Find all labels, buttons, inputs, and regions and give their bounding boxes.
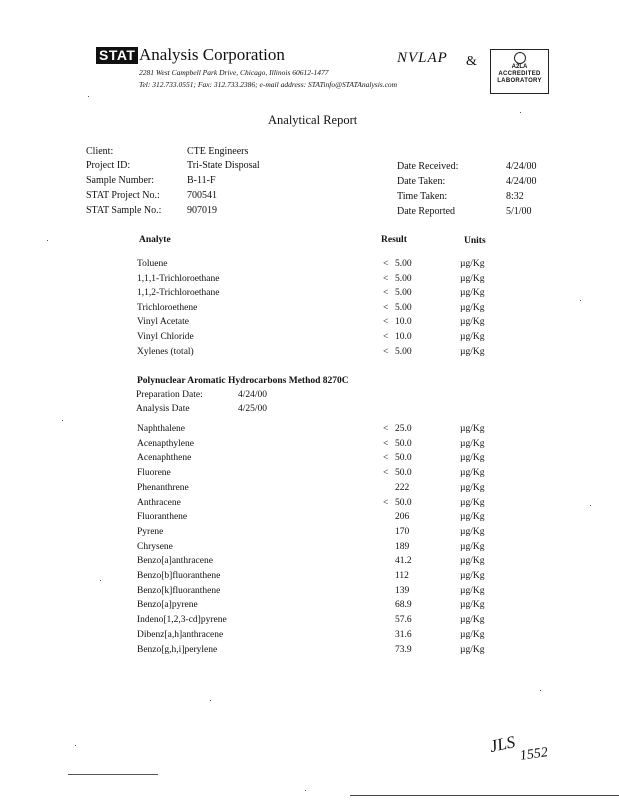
table-row [0, 600, 619, 614]
analyte-name: 1,1,2-Trichloroethane [137, 288, 220, 299]
table-row [0, 468, 619, 482]
analyte-name: Pyrene [137, 526, 164, 537]
info-value: 907019 [187, 205, 217, 216]
result-value: 5.00 [395, 288, 412, 299]
scan-speck [47, 240, 48, 241]
info-label: Sample Number: [86, 175, 155, 186]
scan-speck [540, 690, 541, 691]
result-units: µg/Kg [460, 585, 485, 596]
table-row [0, 483, 619, 497]
result-units: µg/Kg [460, 453, 485, 464]
result-qualifier: < [383, 273, 389, 284]
result-value: 170 [395, 526, 410, 537]
analyte-name: Benzo[k]fluoranthene [137, 585, 221, 596]
result-value: 5.00 [395, 259, 412, 269]
result-units: µg/Kg [460, 644, 485, 655]
divider [68, 774, 158, 775]
analyte-name: Toluene [137, 259, 168, 269]
result-units: µg/Kg [460, 556, 485, 567]
result-value: 41.2 [395, 556, 412, 567]
table-row [0, 556, 619, 570]
result-value: 50.0 [395, 453, 412, 464]
info-label: Client: [86, 146, 114, 157]
result-value: 50.0 [395, 468, 412, 479]
a2la-accreditation-badge [490, 49, 549, 94]
info-value: 8:32 [506, 191, 524, 202]
result-qualifier: < [383, 497, 389, 508]
result-value: 139 [395, 585, 410, 596]
scan-speck [590, 505, 591, 506]
scan-speck [305, 790, 306, 791]
result-units: µg/Kg [460, 273, 485, 284]
company-name: Analysis Corporation [139, 45, 285, 64]
analyte-name: 1,1,1-Trichloroethane [137, 273, 220, 284]
table-row [0, 274, 619, 288]
analysis-date-label: Analysis Date [136, 404, 190, 414]
badge-text: ACCREDITED LABORATORY [497, 71, 542, 84]
result-qualifier: < [383, 438, 389, 449]
result-units: µg/Kg [460, 302, 485, 313]
table-row [0, 512, 619, 526]
ampersand: & [466, 54, 477, 69]
result-units: µg/Kg [460, 482, 485, 493]
analyte-name: Fluoranthene [137, 512, 188, 523]
info-label: STAT Project No.: [86, 190, 160, 201]
result-value: 25.0 [395, 424, 412, 434]
result-value: 68.9 [395, 600, 412, 611]
result-value: 57.6 [395, 615, 412, 626]
table-row [0, 303, 619, 317]
result-units: µg/Kg [460, 468, 485, 479]
result-value: 10.0 [395, 332, 412, 342]
info-label: Date Received: [397, 161, 459, 172]
result-qualifier: < [383, 302, 389, 313]
analyte-name: Indeno[1,2,3-cd]pyrene [137, 615, 227, 626]
table-row [0, 424, 619, 438]
result-units: µg/Kg [460, 346, 485, 357]
result-units: µg/Kg [460, 317, 485, 328]
result-units: µg/Kg [460, 600, 485, 611]
table-row [0, 288, 619, 302]
table-row [0, 542, 619, 556]
result-value: 5.00 [395, 273, 412, 284]
result-qualifier: < [383, 332, 389, 342]
table-row [0, 332, 619, 346]
result-value: 50.0 [395, 438, 412, 449]
result-units: µg/Kg [460, 288, 485, 299]
result-units: µg/Kg [460, 541, 485, 552]
table-row [0, 645, 619, 659]
analyte-name: Chrysene [137, 541, 173, 552]
result-units: µg/Kg [460, 497, 485, 508]
info-value: 4/24/00 [506, 176, 537, 187]
analyte-name: Anthracene [137, 497, 181, 508]
scan-speck [100, 580, 101, 581]
table-row [0, 630, 619, 644]
info-label: Date Taken: [397, 176, 446, 187]
result-qualifier: < [383, 259, 389, 269]
result-value: 50.0 [395, 497, 412, 508]
result-value: 112 [395, 571, 409, 581]
table-row [0, 259, 619, 273]
handwritten-initials: JLS [487, 732, 517, 757]
info-value: Tri-State Disposal [187, 160, 260, 171]
info-value: 700541 [187, 190, 217, 201]
result-qualifier: < [383, 424, 389, 434]
info-label: Date Reported [397, 206, 456, 217]
result-value: 189 [395, 541, 410, 552]
col-header-result: Result [381, 235, 407, 245]
result-units: µg/Kg [460, 615, 485, 626]
result-units: µg/Kg [460, 259, 485, 269]
analyte-name: Acenapthylene [137, 438, 194, 449]
nvlap-logo: NVLAP [397, 50, 448, 66]
analyte-name: Naphthalene [137, 424, 186, 434]
analyte-name: Vinyl Acetate [137, 317, 189, 328]
table-row [0, 586, 619, 600]
result-value: 31.6 [395, 629, 412, 640]
divider [350, 795, 619, 796]
info-value: CTE Engineers [187, 146, 249, 157]
handwritten-number: 1552 [519, 745, 549, 764]
scan-speck [520, 112, 521, 113]
result-qualifier: < [383, 317, 389, 328]
info-value: 4/24/00 [506, 161, 537, 172]
table-row [0, 571, 619, 585]
stat-logo: STAT [96, 47, 138, 64]
scan-speck [88, 96, 89, 97]
info-label: Project ID: [86, 160, 131, 171]
prep-date-label: Preparation Date: [136, 390, 203, 400]
badge-abbr: A2LA [511, 64, 528, 70]
info-label: Time Taken: [397, 191, 448, 202]
analyte-name: Dibenz[a,h]anthracene [137, 629, 224, 640]
scan-speck [62, 420, 63, 421]
result-qualifier: < [383, 346, 389, 357]
info-value: B-11-F [187, 175, 216, 186]
analyte-name: Benzo[a]anthracene [137, 556, 213, 567]
company-contact: Tel: 312.733.0551; Fax: 312.733.2386; e-mail address: STATinfo@STATAnalysis.com [139, 80, 398, 89]
result-qualifier: < [383, 453, 389, 464]
table-row [0, 439, 619, 453]
analyte-name: Phenanthrene [137, 482, 189, 493]
result-units: µg/Kg [460, 629, 485, 640]
scan-speck [580, 300, 581, 301]
scan-speck [210, 700, 211, 701]
col-header-analyte: Analyte [139, 235, 171, 245]
result-value: 5.00 [395, 346, 412, 357]
analyte-name: Trichloroethene [137, 302, 198, 313]
table-row [0, 317, 619, 331]
table-row [0, 453, 619, 467]
col-header-units: Units [464, 236, 486, 246]
table-row [0, 347, 619, 361]
pah-section-title: Polynuclear Aromatic Hydrocarbons Method 8270C [137, 376, 349, 386]
result-qualifier: < [383, 288, 389, 299]
result-value: 222 [395, 482, 410, 493]
analysis-date-value: 4/25/00 [238, 404, 268, 414]
analyte-name: Vinyl Chloride [137, 332, 194, 342]
result-value: 206 [395, 512, 410, 523]
company-address: 2281 West Campbell Park Drive, Chicago, Illinois 60612-1477 [139, 68, 329, 77]
result-value: 5.00 [395, 302, 412, 313]
prep-date-value: 4/24/00 [238, 390, 268, 400]
info-label: STAT Sample No.: [86, 205, 162, 216]
result-value: 10.0 [395, 317, 412, 328]
report-title: Analytical Report [268, 113, 358, 127]
analyte-name: Benzo[b]fluoranthene [137, 571, 221, 581]
scan-speck [75, 745, 76, 746]
result-units: µg/Kg [460, 512, 485, 523]
result-units: µg/Kg [460, 526, 485, 537]
table-row [0, 615, 619, 629]
analyte-name: Benzo[a]pyrene [137, 600, 198, 611]
info-value: 5/1/00 [506, 206, 532, 217]
result-units: µg/Kg [460, 438, 485, 449]
result-units: µg/Kg [460, 424, 485, 434]
result-qualifier: < [383, 468, 389, 479]
seal-icon [514, 52, 526, 64]
analyte-name: Benzo[g,h,i]perylene [137, 644, 218, 655]
result-value: 73.9 [395, 644, 412, 655]
result-units: µg/Kg [460, 332, 485, 342]
table-row [0, 498, 619, 512]
analyte-name: Xylenes (total) [137, 346, 194, 357]
analyte-name: Acenaphthene [137, 453, 192, 464]
table-row [0, 527, 619, 541]
result-units: µg/Kg [460, 571, 485, 581]
analyte-name: Fluorene [137, 468, 171, 479]
